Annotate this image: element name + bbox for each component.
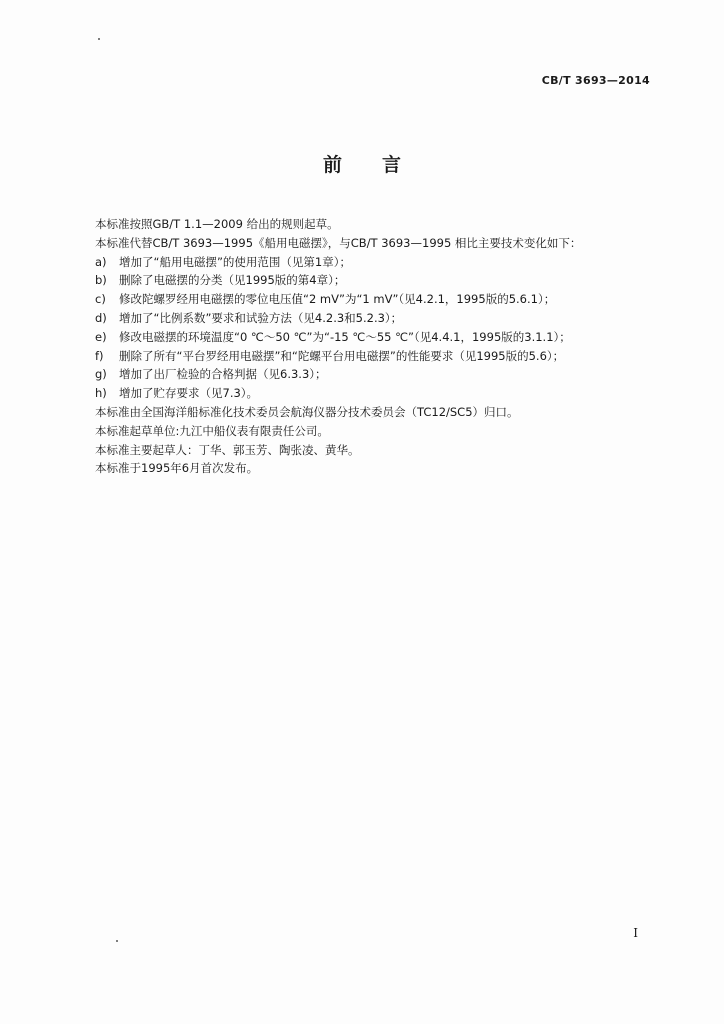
paragraph: 本标准按照GB/T 1.1—2009 给出的规则起草。 (95, 217, 339, 231)
item-marker: d) (95, 310, 107, 325)
paragraph: 本标准由全国海洋船标准化技术委员会航海仪器分技术委员会（TC12/SC5）归口。 (95, 404, 519, 419)
item-marker: e) (95, 329, 107, 344)
item-text: 修改陀螺罗经用电磁摆的零位电压值“2 mV”为“1 mV”（见4.2.1，1995版的5.6.1）； (119, 292, 556, 307)
change-item (95, 328, 655, 347)
item-text: 删除了所有“平台罗经用电磁摆”和“陀螺平台用电磁摆”的性能要求（见1995版的5.6）； (119, 348, 565, 363)
item-marker: g) (95, 367, 107, 382)
paragraph: 本标准于1995年6月首次发布。 (95, 461, 259, 476)
change-item (95, 271, 655, 290)
page-title: 前言 (322, 154, 441, 176)
item-marker: f) (95, 348, 104, 363)
change-item (95, 384, 655, 403)
standard-number: CB/T 3693—2014 (541, 74, 650, 87)
foreword-body (95, 215, 655, 478)
item-marker: a) (95, 254, 107, 269)
item-marker: h) (95, 386, 107, 401)
item-text: 修改电磁摆的环境温度“0 ℃～50 ℃”为“-15 ℃～55 ℃”（见4.4.1，1995版的3.1.1）； (119, 329, 571, 344)
change-item (95, 365, 655, 384)
item-marker: b) (95, 273, 107, 288)
item-text: 增加了“船用电磁摆”的使用范围（见第1章）； (119, 254, 351, 269)
scan-speck (98, 38, 100, 40)
change-item (95, 290, 655, 309)
item-text: 增加了“比例系数”要求和试验方法（见4.2.3和5.2.3）； (119, 310, 403, 325)
item-text: 删除了电磁摆的分类（见1995版的第4章）； (119, 273, 346, 288)
item-text: 增加了贮存要求（见7.3）。 (119, 386, 259, 401)
item-marker: c) (95, 292, 106, 307)
change-item (95, 309, 655, 328)
paragraph: 本标准起草单位:九江中船仪表有限责任公司。 (95, 423, 329, 438)
paragraph: 本标准代替CB/T 3693—1995《船用电磁摆》，与CB/T 3693—1995 相比主要技术变化如下： (95, 235, 582, 250)
scan-speck (116, 940, 118, 942)
change-item (95, 347, 655, 366)
page-number: I (633, 926, 638, 940)
item-text: 增加了出厂检验的合格判据（见6.3.3）； (119, 367, 327, 382)
change-item (95, 253, 655, 272)
paragraph: 本标准主要起草人：丁华、郭玉芳、陶张凌、黄华。 (95, 442, 360, 457)
